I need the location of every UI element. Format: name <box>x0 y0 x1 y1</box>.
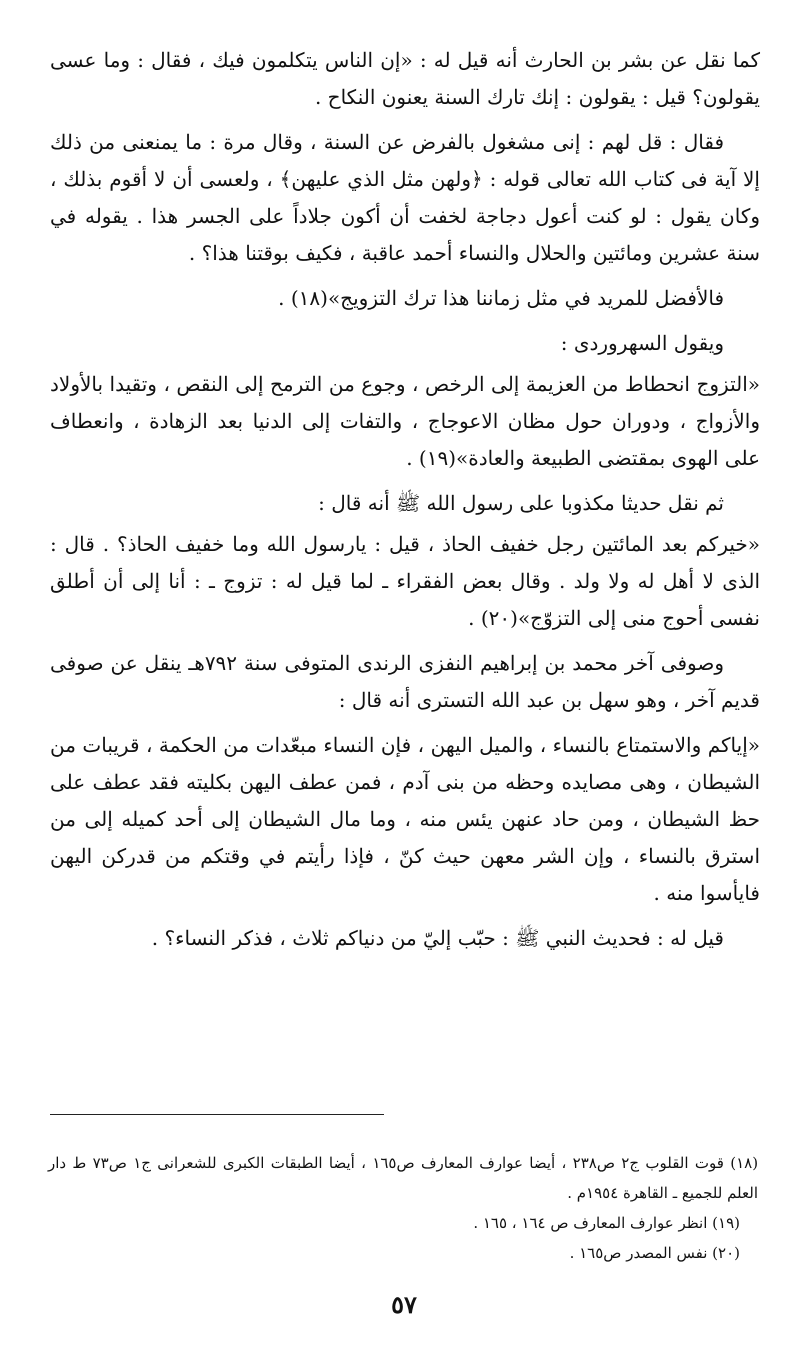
paragraph-suhrawardi-intro: ويقول السهروردى : <box>560 331 724 355</box>
footnotes-section <box>48 1148 758 1268</box>
page-number: ٥٧ <box>391 1290 417 1319</box>
paragraph-question: قيل له : فحديث النبي ﷺ : حبّب إليّ من دنياكم ثلاث ، فذكر النساء؟ . <box>151 926 724 950</box>
paragraph-reply: فقال : قل لهم : إنى مشغول بالفرض عن السنة ، وقال مرة : ما يمنعنى من ذلك إلا آية فى كتاب الله تعالى قوله : ﴿ولهن مثل الذي عليهن﴾ ، ولعسى أن لا أقوم بذلك ، وكان يقول : لو كنت أعول دجاجة لخفت أن أكون جلاداً على الجسر هذا . يقوله في سنة عشرين ومائتين والحلال والنساء أحمد عاقبة ، فكيف بوقتنا هذا؟ . <box>50 130 760 265</box>
footnote-18: (١٨) قوت القلوب ج٢ ص٢٣٨ ، أيضا عوارف المعارف ص١٦٥ ، أيضا الطبقات الكبرى للشعرانى ج١ ص٧٣ ط دار العلم للجميع ـ القاهرة ١٩٥٤م . <box>48 1154 759 1202</box>
quote-hadith: «خيركم بعد المائتين رجل خفيف الحاذ ، قيل : يارسول الله وما خفيف الحاذ؟ . قال : الذى لا أهل له ولا ولد . وقال بعض الفقراء ـ لما قيل له : تزوج ـ : أنا إلى أن أطلق نفسى أحوج منى إلى التزوّج»(٢٠) . <box>50 532 760 630</box>
footnote-19: (١٩) انظر عوارف المعارف ص ١٦٤ ، ١٦٥ . <box>473 1214 740 1232</box>
paragraph-hadith-intro: ثم نقل حديثا مكذوبا على رسول الله ﷺ أنه قال : <box>318 491 724 515</box>
main-text-body <box>50 42 760 965</box>
quote-suhrawardi: «التزوج انحطاط من العزيمة إلى الرخص ، وجوع من الترمح إلى النقص ، وتقيدا بالأولاد والأزواج ، ودوران حول مظان الاعوجاج ، والتفات إلى الدنيا بعد الزهادة ، وانعطاف على الهوى بمقتضى الطبيعة والعادة»(١٩) . <box>50 372 760 470</box>
footnote-divider <box>50 1114 384 1115</box>
footnote-20: (٢٠) نفس المصدر ص١٦٥ . <box>569 1244 740 1262</box>
paragraph-nafzi: وصوفى آخر محمد بن إبراهيم النفزى الرندى المتوفى سنة ٧٩٢هـ ينقل عن صوفى قديم آخر ، وهو سهل بن عبد الله التسترى أنه قال : <box>50 651 760 712</box>
paragraph-bishr: كما نقل عن بشر بن الحارث أنه قيل له : «إن الناس يتكلمون فيك ، فقال : وما عسى يقولون؟ قيل : يقولون : إنك تارك السنة يعنون النكاح . <box>50 48 760 109</box>
quote-tustari: «إياكم والاستمتاع بالنساء ، والميل اليهن ، فإن النساء مبعّدات من الحكمة ، قريبات من الشيطان ، وهى مصايده وحظه من بنى آدم ، فمن عطف اليهن بكليته فقد عطف على حظ الشيطان ، ومن حاد عنهن يئس منه ، وما مال الشيطان إلى أحد كميله إلى من استرق بالنساء ، وإن الشر معهن حيث كنّ ، فإذا رأيتم في وقتكم من قدركن اليهن فايأسوا منه . <box>50 733 760 905</box>
paragraph-conclusion: فالأفضل للمريد في مثل زماننا هذا ترك التزويج»(١٨) . <box>278 286 724 310</box>
